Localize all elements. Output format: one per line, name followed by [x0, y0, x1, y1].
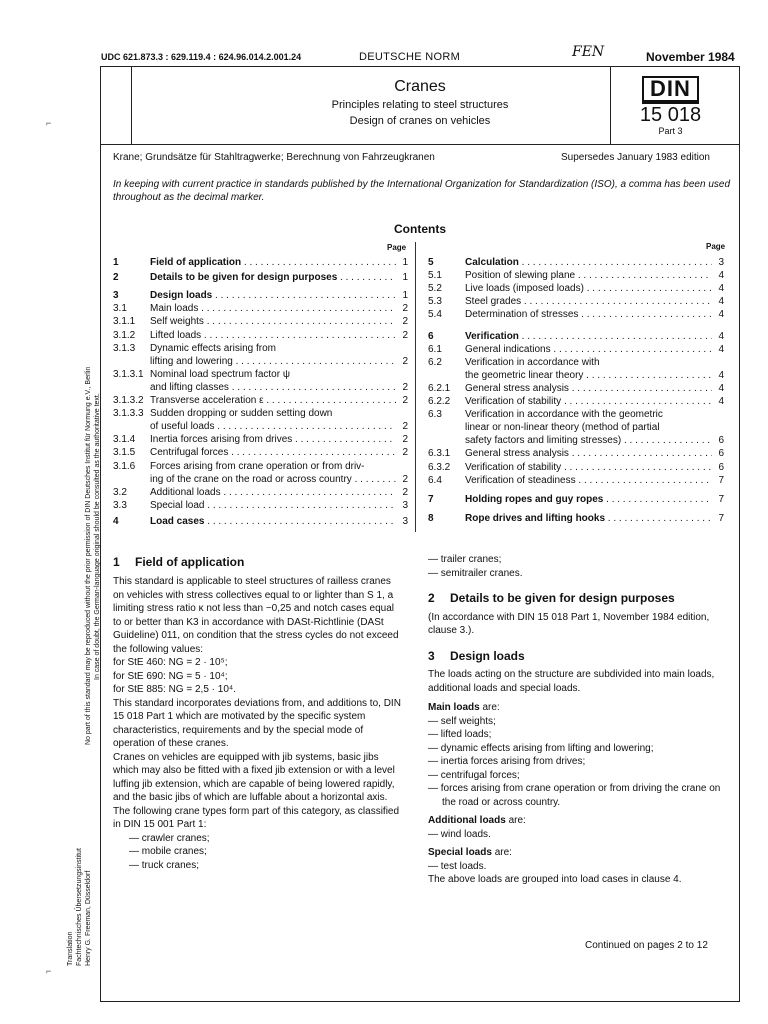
stress-cycle-3: for StE 885: NG = 2,5 · 10⁴.: [113, 684, 236, 695]
document-subtitle-1: Principles relating to steel structures: [331, 99, 509, 111]
toc-entry-label: Live loads (imposed loads) . . .: [465, 282, 712, 295]
toc-entry-label: Verification . . .: [465, 330, 712, 343]
toc-entry-label: Details to be given for design purposes . . .: [150, 271, 396, 284]
toc-entry: [428, 295, 724, 308]
toc-entry-page: 2: [402, 447, 408, 459]
toc-entry-number: 3.1.5: [113, 447, 136, 459]
main-load-item: — centrifugal forces;: [428, 769, 520, 781]
section-2-heading: 2 Details to be given for design purposes: [428, 591, 675, 605]
toc-entry-label: General stress analysis . . .: [465, 447, 712, 460]
stress-cycle-1: for StE 460: NG = 2 · 10⁵;: [113, 657, 228, 668]
toc-entry: [113, 381, 408, 394]
toc-entry-page: 3: [402, 499, 408, 511]
toc-entry-number: 3.1.1: [113, 316, 136, 328]
toc-entry-number: 6.4: [428, 474, 442, 486]
toc-entry: [113, 289, 408, 302]
toc-entry-label: the geometric linear theory . . .: [465, 369, 712, 382]
toc-entry: [428, 474, 724, 487]
toc-entry: [113, 271, 408, 284]
toc-entry: [113, 486, 408, 499]
copyright-notice: No part of this standard may be reproduced without the prior permission of DIN Deutsches Institut für Normung e.V., Berlin: [85, 366, 92, 745]
toc-entry-number: 3.1.3.1: [113, 368, 144, 380]
toc-entry: [428, 256, 724, 269]
toc-entry-page: 6: [718, 435, 724, 447]
toc-entry-label: safety factors and limiting stresses) . . .: [465, 434, 712, 447]
toc-entry-label: Verification in accordance with: [465, 356, 600, 368]
crane-type-item: — trailer cranes;: [428, 554, 502, 565]
toc-entry-number: 3.1.3: [113, 342, 136, 354]
toc-entry-page: 2: [402, 473, 408, 485]
toc-entry-label: Verification of steadiness . . .: [465, 474, 712, 487]
toc-entry-number: 5.4: [428, 309, 442, 321]
toc-entry-page: 4: [718, 369, 724, 381]
toc-entry-label: Field of application . . .: [150, 256, 396, 269]
toc-entry-page: 4: [718, 396, 724, 407]
toc-entry-page: 4: [718, 283, 724, 295]
additional-loads-label: Additional loads are:: [428, 815, 526, 826]
toc-entry-number: 4: [113, 515, 119, 527]
supersedes-note: Supersedes January 1983 edition: [561, 152, 710, 163]
toc-entry-page: 2: [402, 421, 408, 433]
toc-entry-number: [113, 381, 150, 394]
toc-entry-page: [396, 407, 408, 420]
toc-entry: [428, 330, 724, 343]
toc-entry-number: 3.1: [113, 303, 127, 315]
crane-type-item: — semitrailer cranes.: [428, 567, 523, 579]
toc-entry-label: Determination of stresses . . .: [465, 308, 712, 321]
main-load-item: — self weights;: [428, 715, 496, 727]
toc-entry-page: 7: [718, 493, 724, 505]
main-loads-list: [428, 715, 728, 810]
toc-entry-page: 1: [402, 272, 408, 284]
din-number-block: [616, 76, 725, 136]
toc-entry-number: 8: [428, 512, 434, 524]
toc-entry: [428, 434, 724, 447]
section-2-text: (In accordance with DIN 15 018 Part 1, November 1984 edition, clause 3.).: [428, 611, 710, 636]
toc-entry-label: Forces arising from crane operation or from driv-: [150, 460, 365, 472]
toc-entry-number: 5.1: [428, 270, 442, 282]
toc-entry: [428, 421, 724, 434]
section-1-para-4: The following crane types form part of this category, as classified in DIN 15 001 Part 1:: [113, 805, 400, 830]
toc-entry-number: [113, 355, 150, 368]
toc-entry-number: [113, 420, 150, 433]
toc-entry-page: 2: [402, 486, 408, 498]
special-loads-label: Special loads are:: [428, 847, 512, 858]
toc-entry-label: Self weights . . .: [150, 315, 396, 328]
toc-entry-page: 6: [718, 448, 724, 460]
toc-entry: [428, 512, 724, 525]
toc-entry: [428, 395, 724, 408]
toc-entry: [113, 420, 408, 433]
section-1-para-3: Cranes on vehicles are equipped with jib systems, basic jibs which may also be fitted with a fixed jib extension or with a level luffing jib extension, which are capable of being lowered rapidly, and the basic jibs of which are luffable about a horizontal axis.: [113, 751, 395, 803]
toc-entry: [428, 461, 724, 474]
toc-entry-label: Special load . . .: [150, 499, 396, 512]
section-3-heading: 3 Design loads: [428, 648, 525, 663]
toc-entry: [113, 394, 408, 407]
toc-entry-number: [428, 421, 465, 434]
toc-entry-number: 6.2.1: [428, 382, 451, 394]
toc-entry-number: 6.2.2: [428, 396, 451, 407]
toc-entry-label: Additional loads . . .: [150, 486, 396, 499]
toc-entry: [428, 356, 724, 369]
toc-entry-number: 2: [113, 272, 119, 284]
section-1-body: [113, 575, 403, 872]
issue-date: November 1984: [646, 50, 735, 64]
toc-entry-label: Dynamic effects arising from: [150, 342, 276, 354]
crane-type-item: — crawler cranes;: [129, 832, 210, 844]
stress-cycle-2: for StE 690: NG = 5 · 10⁴;: [113, 670, 228, 682]
udc-number: UDC 621.873.3 : 629.119.4 : 624.96.014.2.001.24: [101, 52, 302, 62]
section-1-para-2: This standard incorporates deviations from, and additions to, DIN 15 018 Part 1 which are motivated by the specific system characteristics, requirements and by the special mode of operation of these cranes.: [113, 697, 401, 749]
toc-entry: [113, 473, 408, 486]
toc-entry-number: 5: [428, 257, 434, 268]
contents-page-label-right: Page: [706, 242, 726, 251]
toc-entry-number: 6: [428, 330, 434, 342]
toc-entry-label: Verification in accordance with the geometric: [465, 409, 663, 421]
toc-entry-label: Nominal load spectrum factor ψ: [150, 368, 290, 380]
toc-entry-page: [712, 421, 724, 434]
toc-entry-page: 4: [718, 296, 724, 308]
punch-mark: ⌐: [46, 118, 52, 128]
toc-entry-number: 3: [113, 290, 119, 302]
toc-entry-label: General stress analysis . . .: [465, 382, 712, 395]
toc-entry: [428, 408, 724, 421]
toc-entry-page: 2: [402, 381, 408, 393]
toc-entry-number: 6.1: [428, 343, 442, 355]
toc-entry: [428, 382, 724, 395]
toc-entry: [428, 269, 724, 282]
toc-entry: [113, 407, 408, 420]
toc-entry-label: ing of the crane on the road or across country . . .: [150, 473, 396, 486]
toc-entry-page: 3: [718, 257, 724, 268]
toc-entry: [428, 343, 724, 356]
toc-entry: [428, 282, 724, 295]
toc-entry: [428, 369, 724, 382]
toc-entry-page: 4: [718, 270, 724, 282]
decimal-note: In keeping with current practice in standards published by the International Organization for Standardization (ISO), a comma has been used throughout as the decimal marker.: [113, 179, 731, 203]
toc-entry-number: 3.2: [113, 486, 127, 498]
toc-entry-page: [712, 408, 724, 421]
toc-entry: [113, 355, 408, 368]
main-loads-label: Main loads are:: [428, 702, 500, 713]
right-column-body: [428, 553, 728, 887]
main-load-item: — inertia forces arising from drives;: [428, 756, 586, 767]
toc-entry-number: 3.3: [113, 499, 127, 511]
toc-entry-number: 6.2: [428, 356, 442, 368]
toc-entry-number: 3.1.3.2: [113, 395, 144, 406]
toc-entry-page: 4: [718, 309, 724, 321]
main-load-item: — forces arising from crane operation or from driving the crane on the road or across country.: [428, 783, 721, 808]
toc-entry-label: Centrifugal forces . . .: [150, 446, 396, 459]
toc-entry-page: 1: [402, 257, 408, 268]
toc-entry: [428, 308, 724, 321]
toc-entry-label: and lifting classes . . .: [150, 381, 396, 394]
toc-entry: [113, 460, 408, 473]
section-1-heading: 1 Field of application: [113, 555, 245, 569]
toc-entry: [113, 342, 408, 355]
toc-entry-label: Holding ropes and guy ropes . . .: [465, 493, 712, 506]
main-load-item: — lifted loads;: [428, 729, 492, 740]
contents-heading: Contents: [394, 222, 446, 236]
toc-entry-page: 7: [718, 474, 724, 486]
document-title: Cranes: [394, 78, 446, 95]
toc-entry: [113, 433, 408, 446]
translator-name: Henry G. Freeman, Düsseldorf: [85, 870, 92, 966]
crane-type-item: — mobile cranes;: [129, 846, 207, 857]
toc-entry-label: Position of slewing plane . . .: [465, 269, 712, 282]
toc-entry-label: Steel grades . . .: [465, 295, 712, 308]
toc-entry: [113, 368, 408, 381]
toc-entry-number: 6.3.2: [428, 461, 451, 473]
toc-entry: [428, 493, 724, 506]
toc-entry: [113, 515, 408, 528]
toc-entry-page: 2: [402, 434, 408, 446]
toc-entry-page: [396, 368, 408, 381]
toc-entry-label: Verification of stability . . .: [465, 461, 712, 474]
toc-entry-page: 2: [402, 303, 408, 315]
standard-label: DEUTSCHE NORM: [359, 51, 461, 63]
toc-entry-page: 1: [402, 290, 408, 302]
toc-entry: [113, 499, 408, 512]
toc-entry-page: 2: [402, 395, 408, 406]
additional-load-item: — wind loads.: [428, 828, 491, 840]
toc-entry-page: 6: [718, 461, 724, 473]
toc-entry-page: 2: [402, 355, 408, 367]
toc-entry-number: 6.3: [428, 409, 442, 421]
toc-entry-label: General indications . . .: [465, 343, 712, 356]
document-subtitle-2: Design of cranes on vehicles: [349, 115, 491, 127]
contents-page-label-left: Page: [387, 243, 407, 252]
toc-entry-number: [113, 473, 150, 486]
toc-entry: [113, 315, 408, 328]
toc-entry-number: 3.1.3.3: [113, 408, 144, 420]
toc-entry-label: Main loads . . .: [150, 302, 396, 315]
toc-entry: [113, 302, 408, 315]
toc-entry-number: 5.3: [428, 296, 442, 308]
din-number: 15 018: [639, 104, 702, 126]
toc-entry-number: 3.1.4: [113, 434, 136, 446]
toc-entry-label: Design loads . . .: [150, 289, 396, 302]
toc-entry: [428, 447, 724, 460]
toc-entry-label: Transverse acceleration ε . . .: [150, 394, 396, 407]
toc-entry-label: Load cases . . .: [150, 515, 396, 528]
section-1-para-1: This standard is applicable to steel structures of railless cranes on vehicles with stress collectives equal to or lighter than S 1, a limiting stress ratio κ not less than −0,25 and notch cases equal to or better than K3 in accordance with DASt-Richtlinie (DASt Guideline) 011, on condition that the stress cycles do not exceed the following values:: [113, 576, 399, 655]
toc-entry: [113, 329, 408, 342]
toc-entry-number: [428, 369, 465, 382]
toc-entry-number: 1: [113, 257, 119, 268]
toc-entry-number: 7: [428, 493, 434, 505]
closing-text: The above loads are grouped into load cases in clause 4.: [428, 874, 682, 885]
toc-entry-page: [712, 356, 724, 369]
toc-entry: [113, 256, 408, 269]
toc-entry-label: of useful loads . . .: [150, 420, 396, 433]
continued-note: Continued on pages 2 to 12: [585, 940, 708, 951]
toc-entry-label: Verification of stability . . .: [465, 395, 712, 408]
toc-entry-page: 4: [718, 382, 724, 394]
toc-entry-label: Lifted loads . . .: [150, 329, 396, 342]
toc-entry-number: 3.1.2: [113, 329, 136, 341]
german-title: Krane; Grundsätze für Stahltragwerke; Berechnung von Fahrzeugkranen: [113, 152, 435, 163]
translation-institute: Fachtechnisches Übersetzungsinstitut: [76, 848, 83, 966]
contents-divider: [415, 242, 416, 532]
crane-type-item: — truck cranes;: [129, 859, 200, 871]
toc-entry-page: 2: [402, 316, 408, 328]
toc-entry-label: lifting and lowering . . .: [150, 355, 396, 368]
toc-entry-label: Inertia forces arising from drives . . .: [150, 433, 396, 446]
toc-entry-page: 4: [718, 330, 724, 342]
toc-entry-label: Calculation . . .: [465, 256, 712, 269]
translation-label: Translation: [67, 931, 74, 966]
toc-entry-number: 5.2: [428, 283, 442, 295]
punch-mark: ⌐: [46, 966, 52, 976]
toc-entry-page: 3: [402, 515, 408, 527]
din-part: Part 3: [658, 126, 683, 136]
special-load-item: — test loads.: [428, 860, 487, 872]
toc-entry-number: 6.3.1: [428, 448, 451, 460]
section-3-text: The loads acting on the structure are subdivided into main loads, additional loads and special loads.: [428, 669, 715, 694]
toc-entry-number: 3.1.6: [113, 460, 136, 472]
main-load-item: — dynamic effects arising from lifting and lowering;: [428, 742, 654, 754]
toc-entry-page: [396, 342, 408, 355]
din-logo: DIN: [642, 76, 699, 104]
handwritten-annotation: FEN: [572, 44, 605, 60]
toc-entry-page: [396, 460, 408, 473]
toc-entry-label: linear or non-linear theory (method of partial: [465, 422, 660, 434]
toc-entry: [113, 446, 408, 459]
toc-entry-page: 7: [718, 512, 724, 524]
toc-entry-number: [428, 434, 465, 447]
toc-entry-label: Sudden dropping or sudden setting down: [150, 408, 333, 420]
authoritative-notice: In case of doubt, the German-language original should be consulted as the authoritative text.: [94, 393, 101, 680]
toc-entry-page: 4: [718, 343, 724, 355]
toc-entry-page: 2: [402, 329, 408, 341]
toc-entry-label: Rope drives and lifting hooks . . .: [465, 512, 712, 525]
